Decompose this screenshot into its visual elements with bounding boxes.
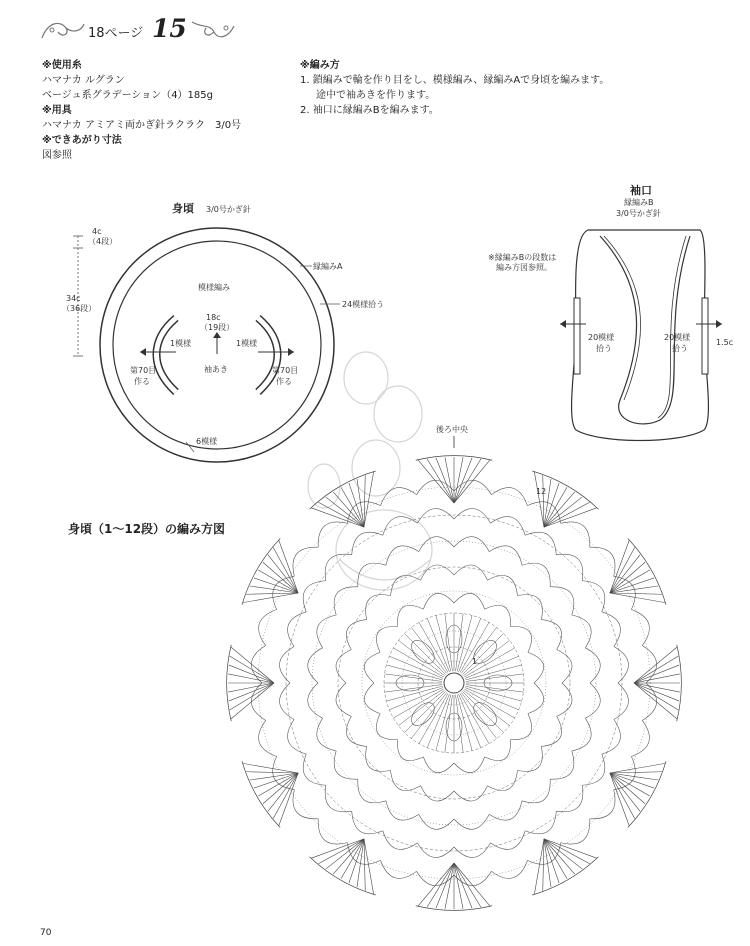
chart-chain-arch [454, 593, 485, 609]
chart-fan-stitch [534, 472, 547, 527]
chart-chain-arch [364, 652, 380, 683]
chart-chain-arch [522, 563, 550, 587]
chart-chain-arch [423, 593, 454, 609]
yarn-heading: ※使用糸 [42, 60, 82, 71]
chart-chain-arch [602, 612, 621, 647]
chart-chain-arch [454, 509, 490, 524]
chart-chain-arch [419, 814, 454, 829]
cuff-note-1: ※縁編みBの段数は [488, 253, 557, 262]
chart-chain-arch [318, 819, 347, 844]
cuff-width: 1.5c [716, 338, 734, 347]
row-12-label: 12 [536, 487, 547, 496]
chart-inner-stitch [459, 694, 481, 748]
chart-fan-stitch [544, 839, 597, 858]
chart-chain-arch [259, 720, 277, 756]
yarn-color: ベージュ系グラデーション（4）185g [42, 90, 213, 101]
tools-value: ハマナカ アミアミ両かぎ針ラクラク 3/0号 [42, 120, 242, 131]
pickup-24-label: 24模様拾う [342, 300, 385, 309]
chart-chain-arch [572, 718, 591, 751]
chart-chain-arch [318, 522, 347, 547]
chart-chain-arch [336, 683, 351, 716]
chart-chain-arch [391, 770, 421, 790]
chart-chain-arch [550, 587, 574, 615]
chart-fan-stitch [243, 593, 298, 603]
chart-fan-stitch [454, 863, 490, 906]
chart-fan-stitch [454, 458, 472, 503]
chart-chain-arch [541, 716, 561, 746]
chart-fan-stitch [418, 863, 454, 906]
chart-fan-stitch [364, 472, 374, 527]
method-step-2: 2. 袖口に縁編みBを編みます。 [300, 105, 439, 116]
chart-chain-arch [418, 509, 454, 524]
chart-inner-stitch [427, 694, 449, 748]
chart-chain-arch [522, 779, 550, 803]
row70-left-b: 作る [134, 377, 150, 386]
chart-fan-stitch [634, 647, 677, 683]
chart-chain-arch [582, 754, 605, 785]
chart-fan-stitch [436, 458, 454, 503]
crochet-chart [227, 456, 682, 911]
chart-fan-stitch [610, 763, 665, 773]
chart-center-ring [444, 673, 464, 693]
pattern-number: 15 [152, 14, 187, 43]
chart-chain-arch [454, 871, 491, 885]
chart-chain-arch [489, 801, 522, 820]
body-hook: 3/0号かぎ針 [206, 205, 251, 214]
chart-chain-arch [614, 683, 629, 719]
chart-fan-stitch [231, 683, 274, 719]
chart-chain-arch [525, 532, 556, 555]
chart-fan-stitch [544, 508, 597, 527]
chart-inner-stitch [464, 640, 510, 675]
chart-chain-arch [251, 646, 265, 683]
chart-fan-stitch [229, 665, 274, 683]
chart-chain-arch [572, 615, 591, 648]
chart-chain-arch [582, 581, 605, 612]
chart-chain-arch [308, 648, 323, 683]
chart-chain-arch [293, 547, 318, 576]
chart-chain-arch [490, 831, 525, 850]
chart-fan-stitch [436, 863, 454, 908]
chart-chain-arch [366, 746, 391, 771]
chart-chain-arch [487, 770, 517, 790]
chart-chain-arch [489, 546, 522, 565]
method-step-1b: 途中で袖あきを作ります。 [316, 90, 436, 101]
chart-chain-arch [308, 683, 323, 718]
cuff-pick-left-a: 20模様 [588, 333, 615, 342]
chart-chain-arch [561, 819, 590, 844]
cuff-note-2: 編み方図参照。 [496, 263, 552, 272]
tools-heading: ※用具 [42, 105, 72, 116]
edge-rows: （4段） [88, 237, 118, 246]
chart-chain-arch [491, 860, 527, 878]
chart-chain-arch [590, 547, 615, 576]
chart-inner-stitch [398, 690, 444, 725]
chart-chain-arch [631, 610, 649, 646]
body-size-rows: （36段） [62, 304, 97, 313]
chart-fan-stitch [311, 839, 364, 858]
chart-chain-arch [631, 720, 649, 756]
chart-chain-arch [293, 790, 318, 819]
chart-chain-arch [303, 754, 326, 785]
chart-chain-arch [525, 811, 556, 834]
chart-chain-arch [251, 683, 265, 720]
cuff-pick-left-b: 拾う [596, 344, 612, 353]
chart-chain-arch [423, 757, 454, 773]
chart-fan-stitch [279, 540, 298, 593]
row70-right-b: 作る [276, 377, 292, 386]
chart-chain-arch [381, 860, 417, 878]
page-reference: 18ページ [88, 26, 144, 41]
chart-chain-arch [303, 581, 326, 612]
body-size: 34c [66, 294, 81, 303]
chart-chain-arch [317, 615, 336, 648]
chart-chain-arch [550, 751, 574, 779]
chart-chain-arch [590, 790, 615, 819]
yarn-brand: ハマナカ ルグラン [42, 75, 125, 86]
one-motif-left: 1模様 [170, 339, 192, 348]
chart-chain-arch [288, 612, 307, 647]
chart-chain-arch [556, 554, 583, 581]
chart-chain-arch [642, 646, 656, 683]
chart-chain-arch [417, 871, 454, 885]
chart-chain-arch [487, 575, 517, 595]
chart-inner-stitch [405, 634, 446, 675]
center-rows: （19段） [200, 323, 235, 332]
edging-a-label: 縁編みA [313, 262, 343, 271]
body-diagram [62, 201, 384, 462]
chart-chain-arch [541, 620, 561, 650]
chart-title: 身頃（1〜12段）の編み方図 [68, 522, 226, 536]
chart-chain-arch [528, 652, 544, 683]
chart-fan-stitch [634, 683, 677, 719]
chart-inner-stitch [462, 634, 503, 675]
chart-round-ring [258, 487, 650, 879]
chart-inner-stitch [389, 656, 443, 678]
chart-chain-arch [528, 683, 544, 714]
method-step-1: 1. 鎖編みで輪を作り目をし、模様編み、縁編みAで身頃を編みます。 [300, 75, 610, 86]
chart-chain-arch [383, 517, 418, 536]
method-heading: ※編み方 [300, 60, 340, 71]
chart-chain-arch [561, 522, 590, 547]
chart-inner-stitch [398, 640, 444, 675]
chart-fan-stitch [610, 540, 629, 593]
chart-chain-arch [364, 683, 380, 714]
chart-fan-stitch [231, 647, 274, 683]
chart-inner-stitch [465, 688, 519, 710]
chart-chain-arch [491, 488, 527, 506]
cuff-diagram [488, 183, 733, 441]
chart-chain-arch [490, 517, 525, 536]
one-motif-right: 1模様 [236, 339, 258, 348]
cuff-pick-right-b: 拾う [672, 344, 688, 353]
chart-round-ring [338, 567, 570, 799]
row70-right-a: 第70目 [272, 366, 299, 375]
chart-chain-arch [366, 595, 391, 620]
chart-chain-arch [417, 480, 454, 494]
chart-inner-stitch [459, 618, 481, 672]
edge-width: 4c [92, 227, 102, 236]
row-1-label: 1 [472, 657, 478, 666]
chart-inner-stitch [411, 693, 446, 739]
chart-chain-arch [454, 480, 491, 494]
chart-chain-arch [454, 757, 485, 773]
chart-chain-arch [642, 683, 656, 720]
pattern-label: 模様編み [198, 283, 230, 292]
chart-chain-arch [517, 595, 542, 620]
chart-chain-arch [346, 716, 366, 746]
chart-chain-arch [419, 537, 454, 552]
chart-fan-stitch [454, 863, 472, 908]
chart-fan-stitch [279, 773, 298, 826]
chart-inner-stitch [461, 693, 496, 739]
chart-fan-stitch [534, 839, 544, 894]
chart-fan-stitch [418, 460, 454, 503]
size-value: 図参照 [42, 150, 72, 161]
chart-fan-stitch [634, 683, 679, 701]
chart-fan-stitch [610, 593, 665, 603]
chart-round-ring [312, 541, 596, 825]
chart-fan-stitch [364, 839, 374, 894]
chart-chain-arch [358, 779, 386, 803]
chart-chain-arch [517, 746, 542, 771]
chart-chain-arch [280, 683, 295, 719]
chart-inner-stitch [427, 618, 449, 672]
row70-left-a: 第70目 [130, 366, 157, 375]
body-title: 身頃 [172, 202, 194, 215]
chart-inner-stitch [411, 627, 446, 673]
cuff-edging-b: 縁編みB [624, 198, 654, 207]
page-number: 70 [40, 928, 52, 938]
sleeve-opening-label: 袖あき [204, 365, 228, 374]
chart-chain-arch [288, 719, 307, 754]
chart-inner-stitch [389, 688, 443, 710]
chart-chain-arch [602, 719, 621, 754]
chart-fan-stitch [454, 460, 490, 503]
cuff-hook: 3/0号かぎ針 [616, 209, 661, 218]
chart-chain-arch [336, 650, 351, 683]
chart-fan-stitch [610, 773, 629, 826]
motifs-6-label: 6模様 [196, 437, 218, 446]
chart-chain-arch [381, 488, 417, 506]
chart-fan-stitch [229, 683, 274, 701]
chart-fan-stitch [634, 665, 679, 683]
center-height: 18c [206, 313, 221, 322]
cuff-inner [600, 236, 690, 424]
chart-chain-arch [259, 610, 277, 646]
size-heading: ※できあがり寸法 [42, 135, 122, 146]
chart-chain-arch [346, 620, 366, 650]
cuff-pick-right-a: 20模様 [664, 333, 691, 342]
chart-chain-arch [556, 785, 583, 812]
chart-inner-stitch [461, 627, 496, 673]
chart-chain-arch [352, 532, 383, 555]
chart-round-ring [286, 515, 622, 851]
chart-chain-arch [317, 718, 336, 751]
chart-chain-arch [325, 785, 352, 812]
chart-inner-stitch [464, 690, 510, 725]
chart-fan-stitch [243, 763, 298, 773]
back-center-label: 後ろ中央 [436, 425, 468, 434]
chart-chain-arch [352, 811, 383, 834]
chart-chain-arch [383, 831, 418, 850]
cuff-title: 袖口 [630, 184, 652, 197]
